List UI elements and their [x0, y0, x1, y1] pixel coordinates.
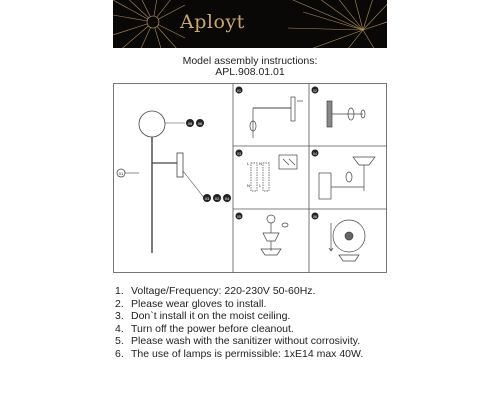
step-04-panel: [312, 150, 376, 200]
step-01-label: 01: [237, 89, 241, 93]
callout-main-text: 01: [118, 171, 124, 176]
instruction-item: 5. Please wash with the sanitizer without corrosivity.: [115, 335, 361, 348]
callout-03-text: 03: [204, 196, 210, 201]
callout-plate-parts: [203, 194, 231, 202]
step-04-label: 04: [313, 152, 317, 156]
callout-04-text: 04: [224, 196, 230, 201]
wire-label-1: L: [247, 161, 250, 166]
callout-05-text: 05: [187, 121, 193, 126]
brand-banner: [113, 0, 387, 48]
instruction-item: 4. Turn off the power before cleanout.: [115, 322, 294, 335]
step-03-panel: [236, 150, 298, 192]
instruction-item: 2. Please wear gloves to install.: [115, 297, 267, 310]
assembly-diagram: [113, 83, 387, 273]
instruction-item: 1. Voltage/Frequency: 220-230V 50-60Hz.: [115, 285, 316, 297]
plate-leader: [183, 171, 205, 199]
wall-plate: [177, 153, 183, 177]
step-03-label: 03: [237, 152, 241, 156]
brand-logo: Aployt: [180, 11, 245, 33]
instruction-item: 6. The use of lamps is permissible: 1xE14 max 40W.: [115, 347, 364, 360]
wire-label-3: N: [247, 183, 250, 188]
step-01-panel: [236, 87, 304, 139]
callout-06-text: 06: [197, 121, 203, 126]
glass-globe: [139, 111, 165, 137]
sunburst-decoration: [113, 0, 387, 48]
wire-label-4: L: [259, 183, 262, 188]
step-05-label: 05: [237, 215, 241, 219]
callout-globe-parts: [186, 119, 204, 127]
step-02-label: 02: [313, 89, 317, 93]
lamp-main-view: [125, 111, 205, 253]
wire-label-2: N: [259, 161, 262, 166]
model-number: APL.908.01.01: [215, 66, 285, 78]
step-05-panel: [236, 213, 289, 256]
diagram-frame: [114, 84, 387, 273]
callout-main: [117, 169, 125, 177]
callout-02-text: 02: [214, 196, 220, 201]
step-06-label: 06: [313, 215, 317, 219]
step-06-panel: [312, 213, 366, 262]
instructions-list: [115, 285, 363, 361]
instruction-item: 3. Don`t install it on the moist ceiling.: [115, 310, 291, 323]
step-02-panel: [312, 87, 366, 128]
page-title: Model assembly instructions:: [182, 55, 318, 67]
